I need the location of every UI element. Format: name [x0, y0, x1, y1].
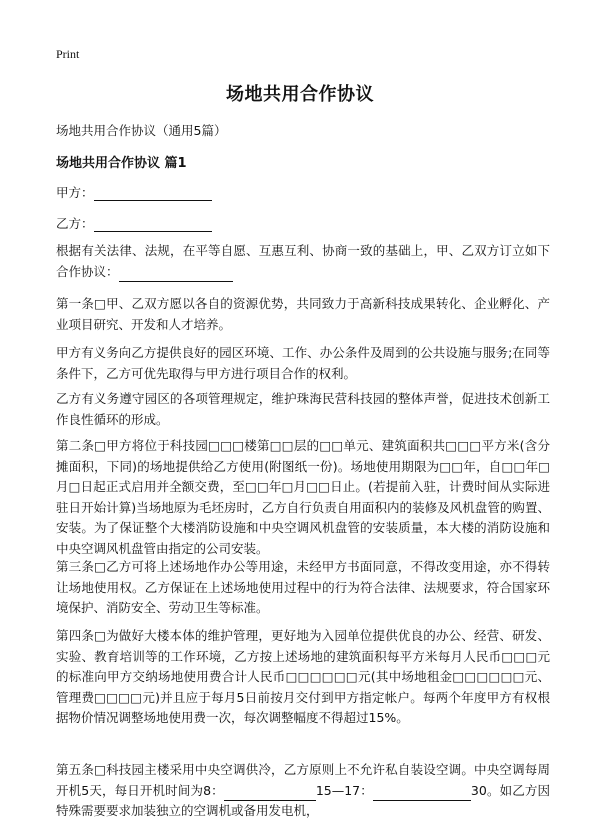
- time-blank-1: [224, 786, 316, 801]
- party-a-blank: [94, 186, 212, 201]
- paragraph-3: 乙方有义务遵守园区的各项管理规定，维护珠海民营科技园的整体声誉，促进技术创新工作良性循环的形成。: [56, 391, 550, 427]
- paragraph-7-part-a: 第五条□科技园主楼采用中央空调供冷，乙方原则上不允许私自装设空调。中央空调每周开机5天，每日开机时间为8：: [56, 762, 550, 798]
- party-b-label: 乙方：: [56, 216, 94, 231]
- paragraph-6: 第四条□为做好大楼本体的维护管理，更好地为入园单位提供优良的办公、经营、研发、实验、教育培训等的工作环境，乙方按上述场地的建筑面积每平方米每月人民币□□□元的标准向甲方交纳场地使用费合计人民币□□□□□□元(其中场地租金□□□□□□元、管理费□□□□元)并且应于每月5日前按月交付到甲方指定帐户。每两个年度甲方有权根据物价情况调整场地使用费一次，每次调整幅度不得超过15%。: [56, 628, 550, 725]
- party-b-blank: [94, 217, 212, 232]
- document-subtitle: 场地共用合作协议（通用5篇）: [56, 123, 227, 138]
- time-blank-2: [373, 786, 471, 801]
- paragraph-1: 第一条□甲、乙双方愿以各自的资源优势，共同致力于高新科技成果转化、企业孵化、产业项目研究、开发和人才培养。: [56, 296, 550, 332]
- paragraph-intro: [56, 241, 550, 282]
- party-a-line: [56, 183, 212, 201]
- paragraph-7-part-b: 15—17：: [315, 782, 373, 798]
- paragraph-5: 第三条□乙方可将上述场地作办公等用途，未经甲方书面同意，不得改变用途，亦不得转让场地使用权。乙方保证在上述场地使用过程中的行为符合法律、法规要求，符合国家环境保护、消防安全、劳动卫生等标准。: [56, 559, 550, 615]
- paragraph-intro-text: 根据有关法律、法规，在平等自愿、互惠互利、协商一致的基础上，甲、乙双方订立如下合作协议：: [56, 243, 550, 279]
- party-b-line: [56, 214, 212, 232]
- paragraph-7: [56, 760, 550, 822]
- print-link[interactable]: Print: [56, 47, 80, 61]
- party-a-label: 甲方：: [56, 185, 94, 200]
- paragraph-7-part-c: 30。如乙方因特殊需要要求加装独立的空调机或备用发电机，: [56, 782, 550, 818]
- document-title: 场地共用合作协议: [226, 84, 374, 105]
- intro-blank: [119, 267, 233, 282]
- section-heading: 场地共用合作协议 篇1: [56, 156, 187, 171]
- paragraph-2: 甲方有义务向乙方提供良好的园区环境、工作、办公条件及周到的公共设施与服务;在同等条件下，乙方可优先取得与甲方进行项目合作的权利。: [56, 345, 550, 381]
- paragraph-4: 第二条□甲方将位于科技园□□□楼第□□层的□□单元、建筑面积共□□□平方米(含分摊面积，下同)的场地提供给乙方使用(附图纸一份)。场地使用期限为□□年，自□□年□月□日起正式启用并全额交费，至□□年□月□□日止。(若提前入驻，计费时间从实际进驻日开始计算)当场地原为毛坯房时，乙方自行负责自用面积内的装修及风机盘管的购置、安装。为了保证整个大楼消防设施和中央空调风机盘管的安装质量，本大楼的消防设施和中央空调风机盘管由指定的公司安装。: [56, 438, 550, 556]
